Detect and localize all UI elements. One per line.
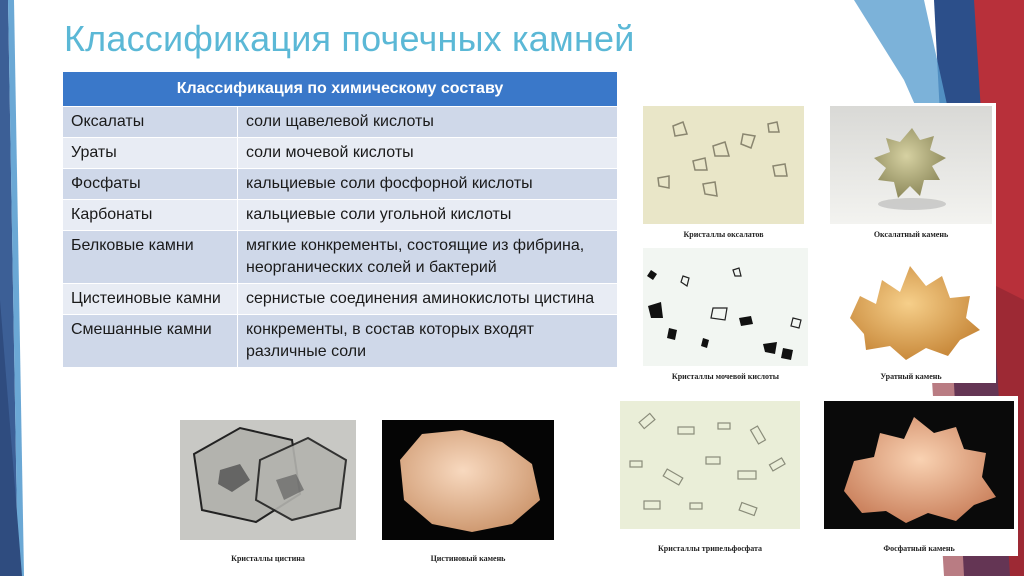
caption-cystine-stone: Цистиновый камень	[430, 554, 506, 563]
cystine-crystals-image	[180, 420, 356, 540]
left-decoration	[0, 0, 30, 576]
cystine-stone-image	[382, 420, 554, 540]
classification-table	[62, 71, 618, 368]
table-row	[63, 107, 618, 138]
caption-oxalate-stone: Оксалатный камень	[873, 230, 949, 239]
description-cell: соли мочевой кислоты	[238, 138, 618, 169]
triple-phosphate-crystals-image	[620, 401, 800, 529]
type-cell: Ураты	[63, 138, 238, 169]
table-header: Классификация по химическому составу	[63, 72, 618, 107]
caption-urate-stone: Уратный камень	[880, 372, 942, 381]
description-cell: соли щавелевой кислоты	[238, 107, 618, 138]
description-cell: сернистые соединения аминокислоты цистина	[238, 284, 618, 315]
oxalate-crystals-image	[643, 106, 804, 224]
table-row	[63, 231, 618, 284]
table-row	[63, 169, 618, 200]
type-cell: Фосфаты	[63, 169, 238, 200]
caption-oxalate-crystals: Кристаллы оксалатов	[683, 230, 764, 239]
caption-triple-phosphate-crystals: Кристаллы трипельфосфата	[657, 544, 763, 553]
table-row	[63, 315, 618, 368]
type-cell: Белковые камни	[63, 231, 238, 284]
description-cell: мягкие конкременты, состоящие из фибрина, неорганических солей и бактерий	[238, 231, 618, 284]
description-cell: кальциевые соли фосфорной кислоты	[238, 169, 618, 200]
description-cell: кальциевые соли угольной кислоты	[238, 200, 618, 231]
table-row	[63, 200, 618, 231]
caption-cystine-crystals: Кристаллы цистина	[231, 554, 305, 563]
urate-stone-image	[830, 248, 992, 366]
type-cell: Цистеиновые камни	[63, 284, 238, 315]
type-cell: Смешанные камни	[63, 315, 238, 368]
type-cell: Оксалаты	[63, 107, 238, 138]
uric-crystals-image	[643, 248, 808, 366]
caption-phosphate-stone: Фосфатный камень	[883, 544, 955, 553]
table-row	[63, 284, 618, 315]
oxalate-stone-image	[830, 106, 992, 224]
table-row	[63, 138, 618, 169]
phosphate-stone-image	[824, 401, 1014, 529]
caption-uric-crystals: Кристаллы мочевой кислоты	[671, 372, 780, 381]
slide-title: Классификация почечных камней	[64, 18, 635, 59]
description-cell: конкременты, в состав которых входят различные соли	[238, 315, 618, 368]
type-cell: Карбонаты	[63, 200, 238, 231]
